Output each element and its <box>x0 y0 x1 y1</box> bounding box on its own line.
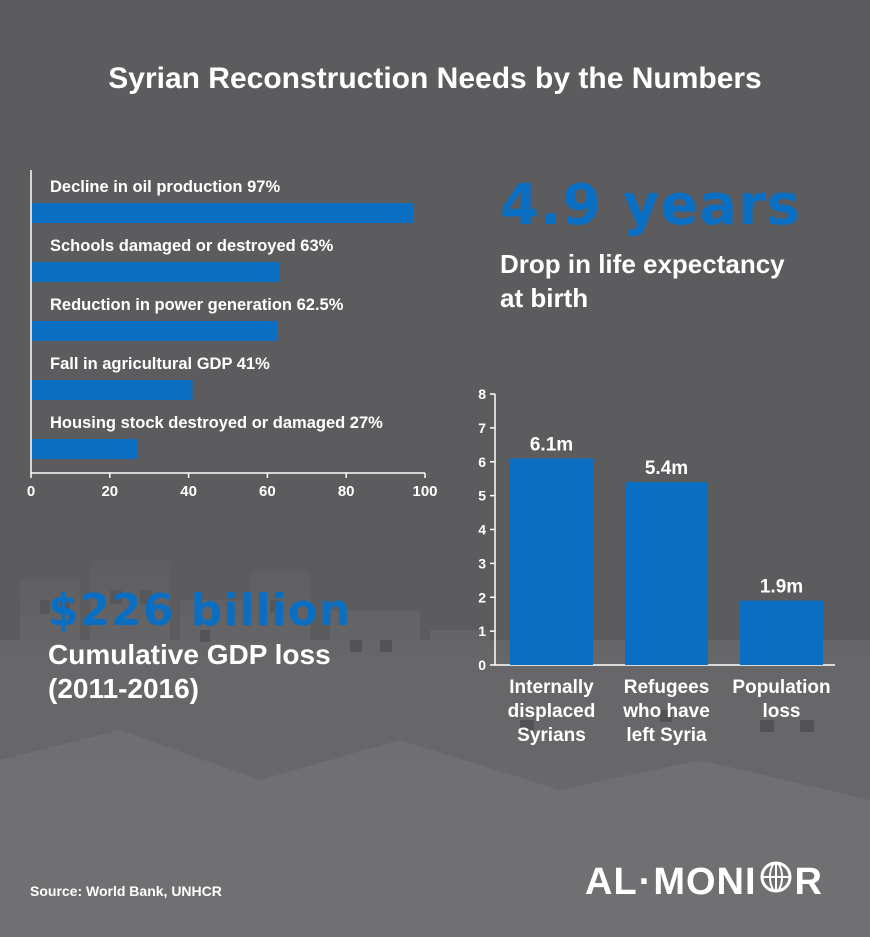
gdp-loss-caption-line2: (2011-2016) <box>48 673 200 704</box>
bar-value-label: 6.1m <box>529 434 574 456</box>
gdp-loss-value: $226 billion <box>48 585 352 636</box>
y-tick-label: 2 <box>478 589 486 606</box>
x-tick-label: 60 <box>259 483 276 500</box>
bar-label: Decline in oil production 97% <box>50 178 281 196</box>
vertical-bar-chart <box>470 380 850 760</box>
y-tick-label: 0 <box>478 657 486 673</box>
life-expectancy-caption-line1: Drop in life expectancy <box>500 249 785 279</box>
y-tick-label: 8 <box>478 386 486 402</box>
logo-dot: · <box>638 860 653 903</box>
y-tick-label: 1 <box>478 623 486 640</box>
horizontal-bar-chart <box>0 170 450 500</box>
bar-label: Fall in agricultural GDP 41% <box>50 355 270 373</box>
x-category-label: left Syria <box>626 725 707 746</box>
bar <box>740 601 823 665</box>
bar <box>31 203 413 223</box>
bar <box>510 458 593 665</box>
life-expectancy-value: 4.9 years <box>500 173 801 238</box>
bar-value-label: 5.4m <box>644 458 689 480</box>
source-note: Source: World Bank, UNHCR <box>30 883 222 899</box>
x-category-label: loss <box>762 701 801 722</box>
y-tick-label: 4 <box>478 521 486 538</box>
logo-text-right: MONI R <box>653 861 823 903</box>
bar <box>31 262 279 282</box>
x-tick-label: 20 <box>101 483 119 500</box>
bar <box>31 321 277 341</box>
life-expectancy-caption-line2: at birth <box>500 283 589 313</box>
bar-label: Reduction in power generation 62.5% <box>50 296 344 314</box>
x-category-label: Internally <box>509 677 594 698</box>
x-tick-label: 100 <box>412 483 438 500</box>
x-category-label: Syrians <box>517 725 586 746</box>
y-tick-label: 3 <box>478 555 486 572</box>
bar <box>31 380 193 400</box>
bar-value-label: 1.9m <box>759 576 804 598</box>
page-title: Syrian Reconstruction Needs by the Numbers <box>108 62 762 95</box>
x-tick-label: 40 <box>180 483 197 500</box>
bar <box>625 482 708 665</box>
life-expectancy-caption <box>500 247 785 315</box>
y-tick-label: 7 <box>478 419 486 436</box>
y-tick-label: 6 <box>478 453 486 470</box>
x-tick-label: 0 <box>26 483 36 500</box>
x-category-label: Population <box>732 677 831 698</box>
x-category-label: displaced <box>507 701 596 722</box>
bar-label: Schools damaged or destroyed 63% <box>50 237 334 255</box>
bar-label: Housing stock destroyed or damaged 27% <box>50 414 383 432</box>
globe-icon <box>759 860 793 904</box>
x-category-label: Refugees <box>623 677 710 698</box>
bar <box>31 439 137 459</box>
al-monitor-logo <box>585 860 823 904</box>
x-tick-label: 80 <box>337 483 355 500</box>
y-tick-label: 5 <box>478 487 486 504</box>
gdp-loss-caption-line1: Cumulative GDP loss <box>48 639 331 670</box>
x-category-label: who have <box>623 701 710 722</box>
logo-text-left: AL <box>585 860 638 903</box>
gdp-loss-caption <box>48 638 331 706</box>
